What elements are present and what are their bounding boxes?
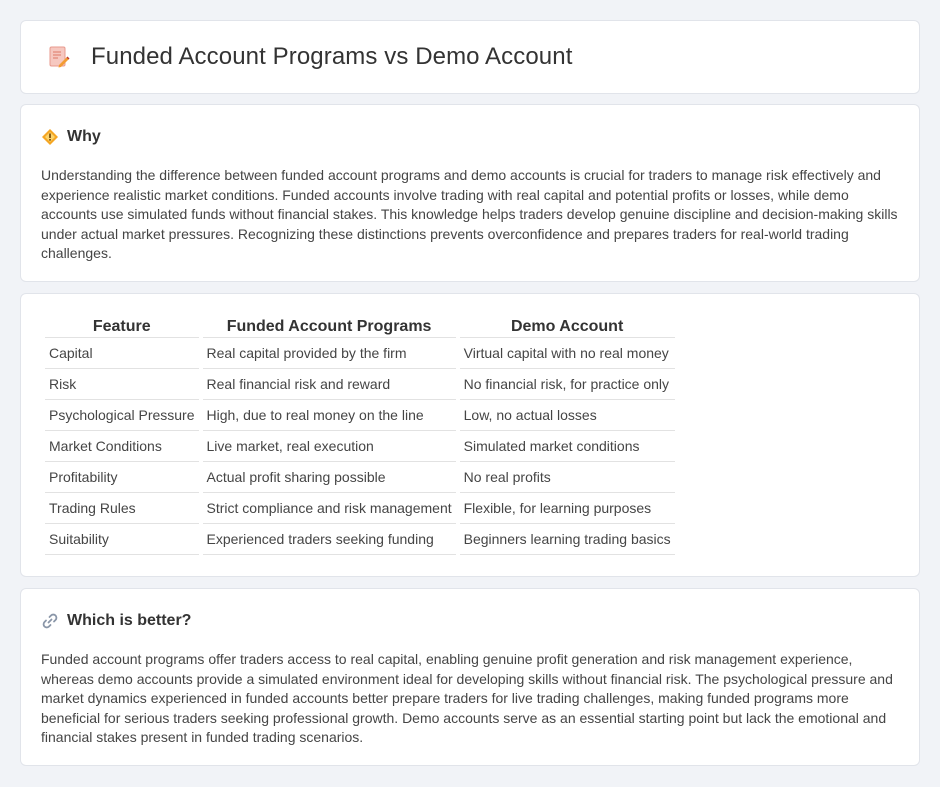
demo-cell: Low, no actual losses xyxy=(460,400,675,431)
table-row xyxy=(45,462,675,493)
diamond-warning-icon xyxy=(41,128,59,146)
table-header-row xyxy=(45,316,675,338)
demo-cell: Flexible, for learning purposes xyxy=(460,493,675,524)
feature-cell: Suitability xyxy=(45,524,199,555)
feature-cell: Market Conditions xyxy=(45,431,199,462)
feature-cell: Psychological Pressure xyxy=(45,400,199,431)
which-section xyxy=(20,588,920,766)
funded-cell: Actual profit sharing possible xyxy=(203,462,456,493)
link-icon xyxy=(41,612,59,630)
funded-cell: Live market, real execution xyxy=(203,431,456,462)
why-header xyxy=(41,127,899,147)
table-row xyxy=(45,431,675,462)
header-funded: Funded Account Programs xyxy=(203,316,456,338)
document-pencil-icon xyxy=(47,45,71,69)
page-title: Funded Account Programs vs Demo Account xyxy=(91,43,573,70)
funded-cell: Real financial risk and reward xyxy=(203,369,456,400)
which-header xyxy=(41,611,899,631)
feature-cell: Trading Rules xyxy=(45,493,199,524)
demo-cell: Beginners learning trading basics xyxy=(460,524,675,555)
table-row xyxy=(45,524,675,555)
funded-cell: Experienced traders seeking funding xyxy=(203,524,456,555)
header-card xyxy=(20,20,920,94)
table-row xyxy=(45,400,675,431)
comparison-table xyxy=(41,316,679,555)
header-demo: Demo Account xyxy=(460,316,675,338)
why-heading: Why xyxy=(67,128,101,145)
header-feature: Feature xyxy=(45,316,199,338)
demo-cell: No real profits xyxy=(460,462,675,493)
feature-cell: Profitability xyxy=(45,462,199,493)
feature-cell: Risk xyxy=(45,369,199,400)
funded-cell: Real capital provided by the firm xyxy=(203,338,456,369)
which-heading: Which is better? xyxy=(67,612,192,629)
comparison-table-card xyxy=(20,293,920,577)
demo-cell: Virtual capital with no real money xyxy=(460,338,675,369)
funded-cell: High, due to real money on the line xyxy=(203,400,456,431)
table-row xyxy=(45,338,675,369)
table-row xyxy=(45,493,675,524)
demo-cell: No financial risk, for practice only xyxy=(460,369,675,400)
why-section xyxy=(20,104,920,282)
which-text: Funded account programs offer traders access to real capital, enabling genuine profit generation and risk management experience, whereas demo accounts provide a simulated environment ideal for developing skills without financial risk. The psychological pressure and market dynamics experienced in funded accounts better prepare traders for live trading challenges, making funded programs more beneficial for serious traders seeking professional growth. Demo accounts serve as an essential starting point but lack the emotional and financial stakes present in funded trading scenarios. xyxy=(41,651,893,746)
demo-cell: Simulated market conditions xyxy=(460,431,675,462)
feature-cell: Capital xyxy=(45,338,199,369)
funded-cell: Strict compliance and risk management xyxy=(203,493,456,524)
table-row xyxy=(45,369,675,400)
why-text: Understanding the difference between funded account programs and demo accounts is crucial for traders to manage risk effectively and experience realistic market conditions. Funded accounts involve trading with real capital and potential profits or losses, while demo accounts use simulated funds without financial stakes. This knowledge helps traders develop genuine discipline and decision-making skills under actual market pressures. Recognizing these distinctions prevents overconfidence and prepares traders for real-world trading challenges. xyxy=(41,167,898,262)
